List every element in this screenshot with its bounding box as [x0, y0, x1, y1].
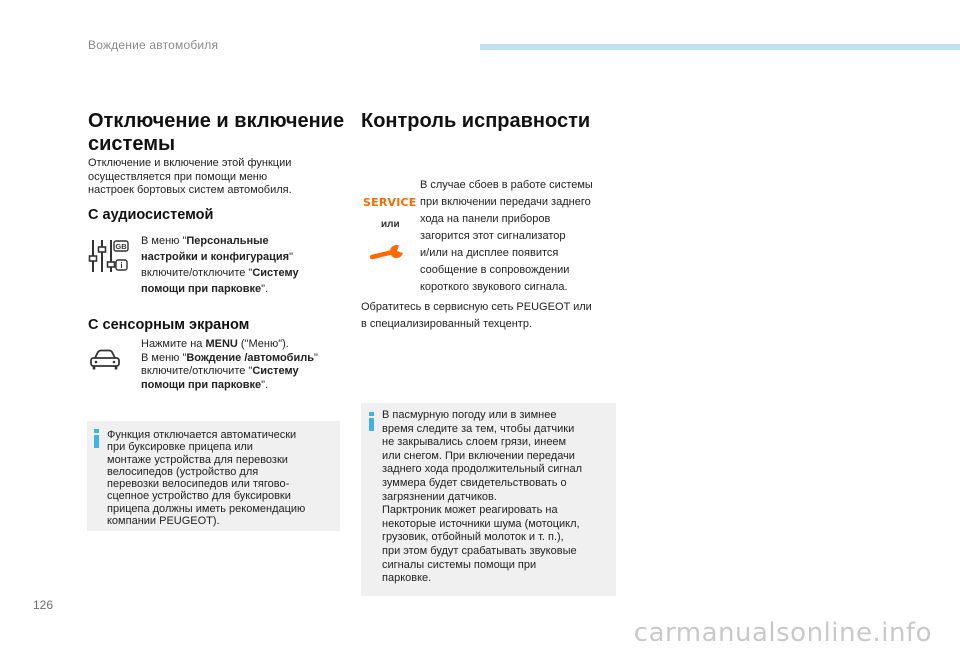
button-name: MENU: [205, 338, 238, 350]
text-line: Парктроник может реагировать на: [382, 504, 558, 517]
text-line: компании PEUGEOT).: [107, 515, 220, 528]
section-title-check: Контроль исправности: [361, 110, 591, 132]
text-line: В пасмурную погоду или в зимнее: [382, 409, 557, 421]
text-line: заднего хода продолжительный сигнал: [382, 463, 582, 476]
text-fragment: ("Меню").: [237, 338, 289, 350]
text-fragment: включите/отключите ": [141, 267, 253, 279]
page-number: 126: [33, 598, 54, 612]
text-line: или снегом. При включении передачи: [382, 449, 575, 462]
function-name: Систему: [252, 365, 299, 377]
function-name: помощи при парковке: [141, 378, 262, 391]
text-line: перевозки велосипедов или тягово-: [107, 478, 290, 491]
text-line: и/или на дисплее появится: [420, 247, 559, 259]
text-line: настроек бортовых систем автомобиля.: [88, 184, 292, 196]
info-box-towing: [87, 421, 340, 531]
info-text: [382, 409, 582, 586]
text-line: Обратитесь в сервисную сеть PEUGEOT или: [361, 301, 592, 313]
text-line: Отключение и включение этой функции: [88, 157, 292, 169]
text-line: прицепа должны иметь рекомендацию: [107, 502, 306, 515]
title-line: Отключение и включение: [88, 110, 345, 132]
subheading-touchscreen: С сенсорным экраном: [88, 317, 250, 333]
text-fragment: ": [289, 251, 293, 263]
text-line: монтаже устройства для перевозки: [107, 453, 288, 466]
wrench-warning-icon: [369, 244, 407, 264]
service-warning-icon: SERVICE: [363, 196, 417, 209]
function-name: помощи при парковке: [141, 283, 262, 295]
info-box-sensors: [361, 403, 616, 596]
function-name: Систему: [252, 267, 299, 279]
settings-sliders-icon: [88, 238, 130, 274]
text-line: загрязнении датчиков.: [382, 490, 497, 503]
text-line: сообщение в сопровождении: [420, 264, 570, 276]
text-line: В случае сбоев в работе системы: [420, 179, 593, 191]
text-line: при буксировке прицепа или: [107, 441, 253, 454]
text-line: Функция отключается автоматически: [107, 429, 297, 441]
text-fragment: ".: [261, 378, 269, 391]
car-icon: [89, 349, 121, 371]
text-line: зуммера будет свидетельствовать о: [382, 476, 567, 489]
text-line: велосипедов (устройство для: [107, 465, 259, 478]
text-line: короткого звукового сигнала.: [420, 281, 568, 293]
text-line: в специализированный техцентр.: [361, 318, 532, 330]
text-line: некоторые источники шума (мотоцикл,: [382, 517, 580, 530]
audio-instructions: [141, 233, 299, 297]
title-line: системы: [88, 133, 176, 155]
text-line: не закрывались слоем грязи, инеем: [382, 436, 567, 449]
info-text: [107, 429, 305, 527]
info-label: i: [120, 261, 123, 270]
info-icon: [94, 429, 99, 447]
text-line: сцепное устройство для буксировки: [107, 490, 291, 503]
watermark: carmanualsonline.info: [633, 618, 932, 648]
service-paragraph: [361, 299, 592, 333]
text-fragment: ".: [261, 283, 269, 295]
text-fragment: Нажмите на: [141, 338, 206, 350]
subheading-audio: С аудиосистемой: [88, 207, 214, 223]
text-line: при этом будут срабатывать звуковые: [382, 544, 577, 557]
text-fragment: включите/отключите ": [141, 365, 253, 377]
section-title-disable: [88, 110, 344, 156]
text-line: время следите за тем, чтобы датчики: [382, 422, 575, 435]
text-line: загорится этот сигнализатор: [420, 230, 566, 242]
touchscreen-instructions: [141, 338, 318, 392]
text-line: осуществляется при помощи меню: [88, 170, 268, 183]
gb-label: GB: [115, 242, 127, 251]
text-line: сигналы системы помощи при: [382, 558, 537, 571]
intro-paragraph: [88, 157, 292, 198]
menu-name: Вождение /автомобиль: [186, 351, 314, 364]
text-line: грузовик, отбойный молоток и т. п.),: [382, 531, 564, 544]
text-line: хода на панели приборов: [420, 213, 551, 225]
or-label: или: [381, 219, 400, 230]
header-bar: [480, 44, 960, 50]
text-line: при включении передачи заднего: [420, 196, 591, 208]
info-icon: [369, 412, 374, 430]
text-fragment: В меню ": [141, 235, 187, 247]
text-fragment: ": [313, 351, 318, 364]
menu-name: настройки и конфигурация: [141, 251, 290, 263]
running-header: Вождение автомобиля: [88, 38, 219, 52]
menu-name: Персональные: [186, 235, 269, 247]
fault-paragraph: [420, 177, 593, 296]
text-line: парковке.: [382, 572, 432, 585]
text-fragment: В меню ": [141, 351, 187, 364]
